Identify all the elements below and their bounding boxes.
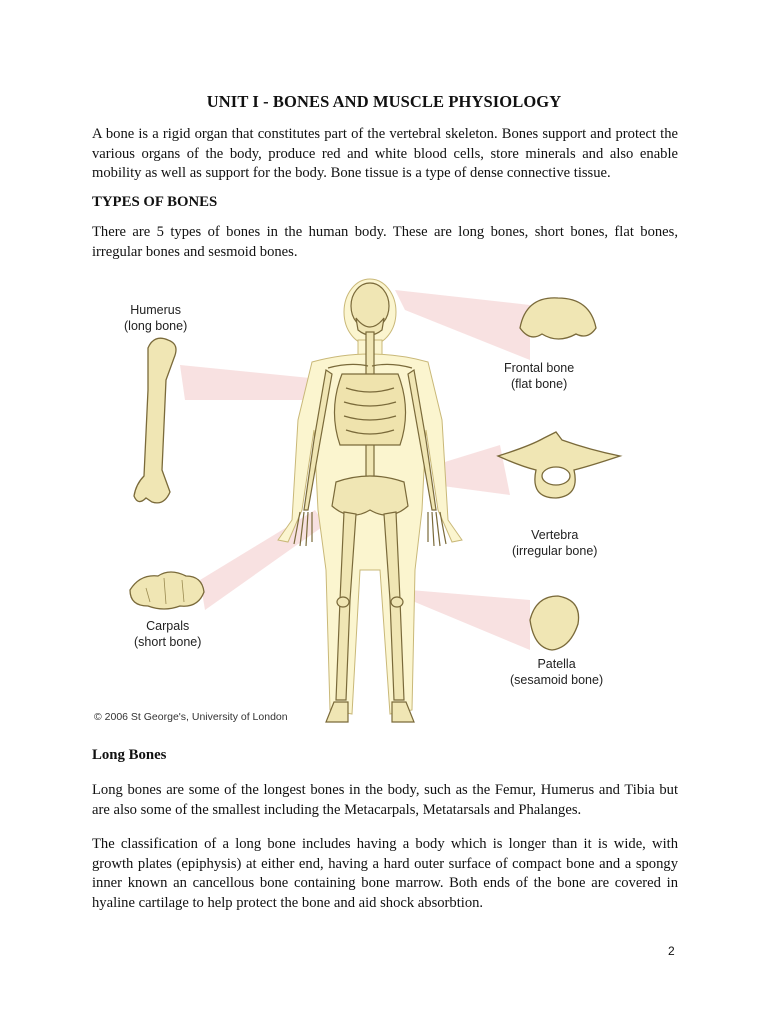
frontal-bone [520, 298, 596, 339]
long-bones-paragraph-2: The classification of a long bone includes having a body which is longer than it is wide, with growth plates (epiphysis) at either end, having a hard outer surface of compact bone and a spongy inner known an cancellous bone containing bone marrow. Both ends of the bone are covered in hyaline cartilage to help protect the bone and aid shock absorbtion. [92, 836, 678, 911]
label-carpals [134, 618, 201, 650]
figure-copyright: © 2006 St George's, University of London [94, 711, 288, 723]
humerus-type: (long bone) [124, 319, 188, 333]
frontal-name: Frontal bone [504, 361, 575, 375]
ray-patella [410, 590, 530, 650]
vertebra-foramen [542, 467, 570, 485]
page-number: 2 [668, 944, 675, 958]
label-frontal [504, 360, 574, 392]
ray-frontal [395, 290, 530, 360]
carpals-bone [130, 572, 204, 609]
vertebra-name: Vertebra [531, 528, 579, 542]
long-bones-paragraph-1: Long bones are some of the longest bones in the body, such as the Femur, Humerus and Tibia but are also some of the smallest including the Metacarpals, Metatarsals and Phalanges. [92, 782, 678, 818]
skeleton [294, 283, 446, 722]
patella-type: (sesamoid bone) [510, 673, 604, 687]
carpals-type: (short bone) [134, 635, 202, 649]
vertebra-bone [498, 432, 620, 498]
carpals-name: Carpals [146, 619, 190, 633]
types-paragraph: There are 5 types of bones in the human body. These are long bones, short bones, flat bones, irregular bones and sesmoid bones. [92, 224, 678, 260]
patella-name: Patella [537, 657, 576, 671]
label-humerus [124, 302, 187, 334]
humerus-bone [134, 338, 176, 503]
label-vertebra [512, 527, 597, 559]
humerus-name: Humerus [130, 303, 181, 317]
bone-types-figure [90, 270, 630, 730]
frontal-type: (flat bone) [510, 377, 568, 391]
ray-carpals [200, 510, 325, 610]
patella-bone [530, 596, 579, 650]
label-patella [510, 656, 603, 688]
types-heading: TYPES OF BONES [92, 194, 218, 210]
long-bones-heading: Long Bones [92, 747, 167, 763]
intro-paragraph: A bone is a rigid organ that constitutes part of the vertebral skeleton. Bones support and protect the various organs of the body, produce red and white blood cells, store minerals and also enable mobility as well as support for the body. Bone tissue is a type of dense connective tissue. [92, 126, 678, 181]
page-title: UNIT I - BONES AND MUSCLE PHYSIOLOGY [206, 92, 562, 111]
vertebra-type: (irregular bone) [512, 544, 598, 558]
